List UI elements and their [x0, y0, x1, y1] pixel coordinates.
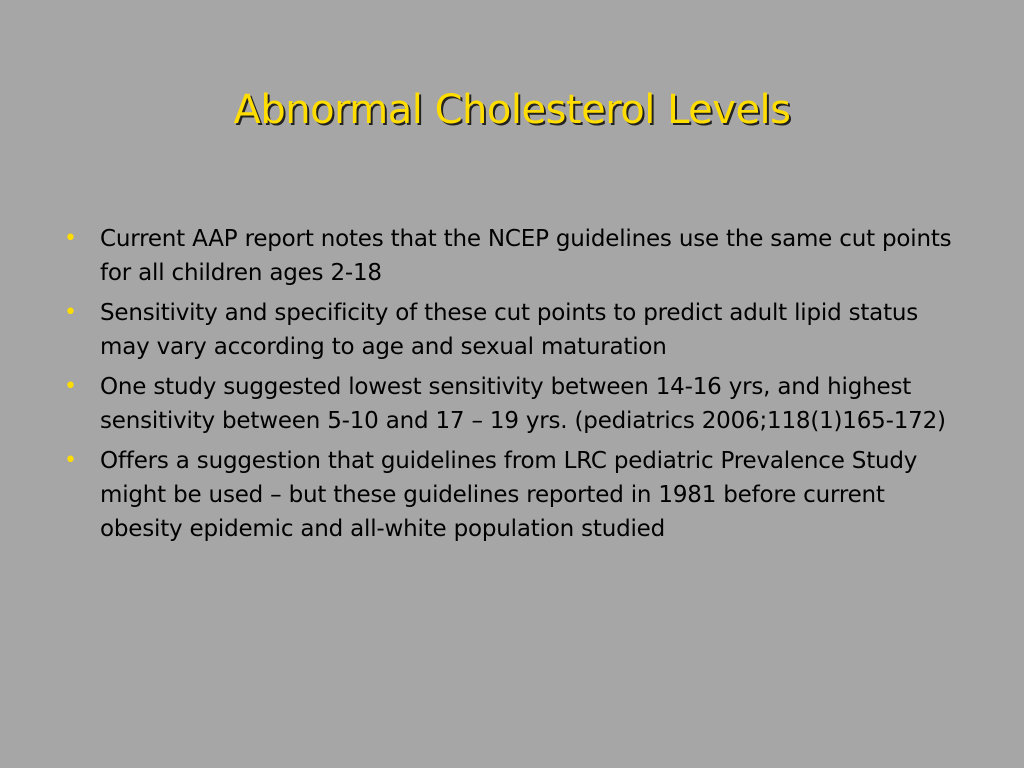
bullet-item	[60, 444, 970, 546]
bullet-list	[60, 222, 970, 552]
bullet-dot-icon: •	[64, 300, 77, 325]
bullet-item	[60, 222, 970, 290]
bullet-dot-icon: •	[64, 448, 77, 473]
bullet-text: One study suggested lowest sensitivity between 14-16 yrs, and highest sensitivity between 5-10 and 17 – 19 yrs. (pediatrics 2006;118(1)165-172)	[100, 374, 946, 434]
bullet-text: Offers a suggestion that guidelines from LRC pediatric Prevalence Study might be used – but these guidelines reported in 1981 before current obesity epidemic and all-white population studied	[100, 448, 918, 542]
slide-title: Abnormal Cholesterol Levels	[233, 87, 791, 133]
bullet-dot-icon: •	[64, 374, 77, 399]
bullet-item	[60, 370, 970, 438]
bullet-text: Sensitivity and specificity of these cut points to predict adult lipid status may vary according to age and sexual maturation	[100, 300, 919, 360]
bullet-text: Current AAP report notes that the NCEP guidelines use the same cut points for all children ages 2-18	[100, 226, 952, 286]
bullet-dot-icon: •	[64, 226, 77, 251]
bullet-item	[60, 296, 970, 364]
